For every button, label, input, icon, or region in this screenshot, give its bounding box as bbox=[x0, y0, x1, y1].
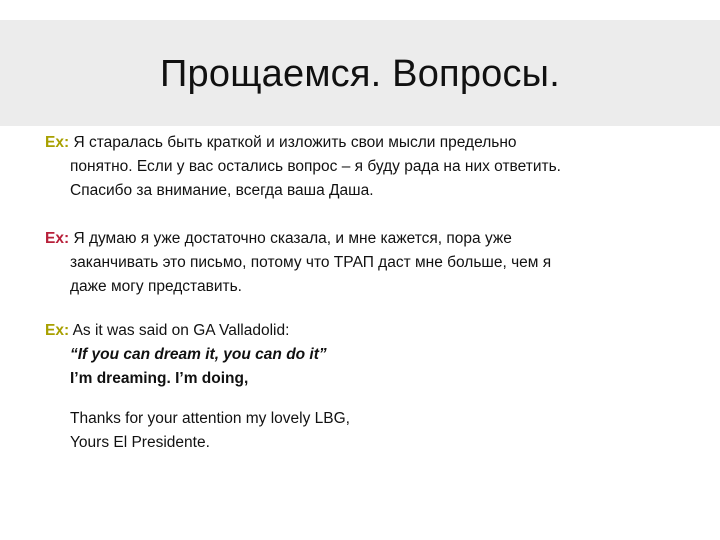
paragraph-text: Я думаю я уже достаточно сказала, и мне кажется, пора уже bbox=[73, 230, 512, 247]
paragraph-text: Я старалась быть краткой и изложить свои мысли предельно bbox=[73, 134, 517, 151]
paragraph-2 bbox=[45, 227, 685, 299]
paragraph-text: даже могу представить. bbox=[70, 278, 242, 295]
paragraph-3 bbox=[45, 319, 685, 455]
paragraph-1-line-1 bbox=[45, 131, 685, 155]
slide-title: Прощаемся. Вопросы. bbox=[160, 53, 560, 95]
paragraph-text: заканчивать это письмо, потому что ТРАП даст мне больше, чем я bbox=[70, 254, 552, 271]
closing-line: Thanks for your attention my lovely LBG, bbox=[70, 410, 350, 427]
paragraph-text: Спасибо за внимание, всегда ваша Даша. bbox=[70, 182, 374, 199]
ex-label: Ex: bbox=[45, 134, 70, 151]
quote-text: “If you can dream it, you can do it” bbox=[70, 346, 327, 363]
paragraph-spacer bbox=[45, 391, 685, 407]
paragraph-text: понятно. Если у вас остались вопрос – я буду рада на них ответить. bbox=[70, 158, 561, 175]
closing-line: Yours El Presidente. bbox=[70, 434, 210, 451]
bold-line: I’m dreaming. I’m doing, bbox=[70, 370, 249, 387]
paragraph-text: As it was said on GA Valladolid: bbox=[72, 322, 290, 339]
paragraph-3-line-1 bbox=[45, 319, 685, 343]
ex-label: Ex: bbox=[45, 322, 70, 339]
paragraph-2-line-1 bbox=[45, 227, 685, 251]
ex-label: Ex: bbox=[45, 230, 70, 247]
paragraph-1 bbox=[45, 131, 685, 203]
